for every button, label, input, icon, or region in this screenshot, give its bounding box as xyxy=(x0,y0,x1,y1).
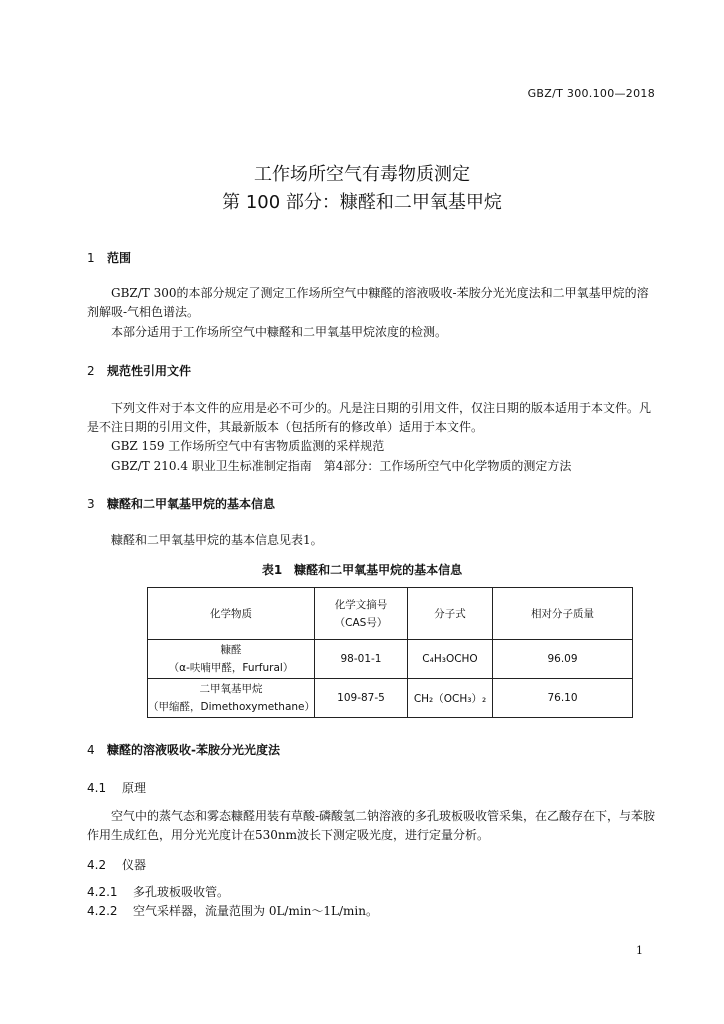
header-substance: 化学物质 xyxy=(148,588,315,640)
substance-alias: （甲缩醛，Dimethoxymethane） xyxy=(148,701,315,713)
section-4-1-paragraph: 空气中的蒸气态和雾态糠醛用装有草酸-磷酸氢二钠溶液的多孔玻板吸收管采集，在乙酸存在下，与苯胺作用生成红色，用分光光度计在530nm波长下测定吸光度，进行定量分析。 xyxy=(87,809,656,842)
section-title: 规范性引用文件 xyxy=(107,364,192,378)
subsection-title: 原理 xyxy=(122,781,147,795)
section-title: 范围 xyxy=(107,251,132,265)
section-2-heading xyxy=(87,362,191,379)
standard-code: GBZ/T 300.100—2018 xyxy=(527,87,655,100)
cell-substance xyxy=(148,679,315,718)
section-4-2-heading xyxy=(87,856,146,873)
item-4-2-1 xyxy=(87,883,229,900)
header-molecular-weight: 相对分子质量 xyxy=(493,588,633,640)
item-number: 4.2.1 xyxy=(87,885,118,899)
section-3-paragraph-1: 糠醛和二甲氧基甲烷的基本信息见表1。 xyxy=(111,533,323,547)
cell-substance xyxy=(148,640,315,679)
table-header-row xyxy=(148,588,633,640)
reference-gbz-t-210-4: GBZ/T 210.4 职业卫生标准制定指南 第4部分：工作场所空气中化学物质的测定方法 xyxy=(111,459,572,473)
page-number: 1 xyxy=(636,944,643,957)
section-title: 糠醛的溶液吸收-苯胺分光光度法 xyxy=(107,743,280,757)
item-text: 空气采样器，流量范围为 0L/min～1L/min。 xyxy=(133,904,378,918)
section-number: 3 xyxy=(87,497,95,511)
section-4-1-heading xyxy=(87,779,146,796)
basic-info-table xyxy=(147,587,633,718)
cell-molecular-weight: 76.10 xyxy=(493,679,633,718)
document-subtitle: 第 100 部分：糠醛和二甲氧基甲烷 xyxy=(222,192,502,213)
section-1-paragraph-2: 本部分适用于工作场所空气中糠醛和二甲氧基甲烷浓度的检测。 xyxy=(111,325,448,339)
section-1-paragraph-1: GBZ/T 300的本部分规定了测定工作场所空气中糠醛的溶液吸收-苯胺分光光度法和二甲氧基甲烷的溶剂解吸-气相色谱法。 xyxy=(87,286,649,319)
subsection-number: 4.2 xyxy=(87,858,107,872)
item-text: 多孔玻板吸收管。 xyxy=(133,885,230,899)
section-number: 4 xyxy=(87,743,95,757)
reference-gbz-159: GBZ 159 工作场所空气中有害物质监测的采样规范 xyxy=(111,439,385,453)
cell-molecular-weight: 96.09 xyxy=(493,640,633,679)
header-cas-line-2: （CAS号） xyxy=(334,616,388,629)
table-row xyxy=(148,679,633,718)
item-4-2-2 xyxy=(87,902,378,919)
header-formula: 分子式 xyxy=(408,588,493,640)
subsection-number: 4.1 xyxy=(87,781,107,795)
header-cas xyxy=(315,588,408,640)
cell-formula: C₄H₃OCHO xyxy=(408,640,493,679)
substance-name: 糠醛 xyxy=(220,644,242,656)
section-2-paragraph-1: 下列文件对于本文件的应用是必不可少的。凡是注日期的引用文件，仅注日期的版本适用于本文件。凡是不注日期的引用文件，其最新版本（包括所有的修改单）适用于本文件。 xyxy=(87,401,652,434)
cell-cas: 98-01-1 xyxy=(315,640,408,679)
header-cas-line-1: 化学文摘号 xyxy=(334,598,388,611)
section-1-heading xyxy=(87,249,131,266)
table-row xyxy=(148,640,633,679)
document-title: 工作场所空气有毒物质测定 xyxy=(254,164,470,185)
substance-alias: （α-呋喃甲醛，Furfural） xyxy=(168,662,294,674)
subsection-title: 仪器 xyxy=(122,858,147,872)
section-4-heading xyxy=(87,741,280,758)
section-number: 2 xyxy=(87,364,95,378)
cell-cas: 109-87-5 xyxy=(315,679,408,718)
section-number: 1 xyxy=(87,251,95,265)
table-title: 表1 糠醛和二甲氧基甲烷的基本信息 xyxy=(261,563,463,577)
section-3-heading xyxy=(87,495,275,512)
substance-name: 二甲氧基甲烷 xyxy=(199,683,263,695)
cell-formula: CH₂（OCH₃）₂ xyxy=(408,679,493,718)
item-number: 4.2.2 xyxy=(87,904,118,918)
section-title: 糠醛和二甲氧基甲烷的基本信息 xyxy=(107,497,276,511)
